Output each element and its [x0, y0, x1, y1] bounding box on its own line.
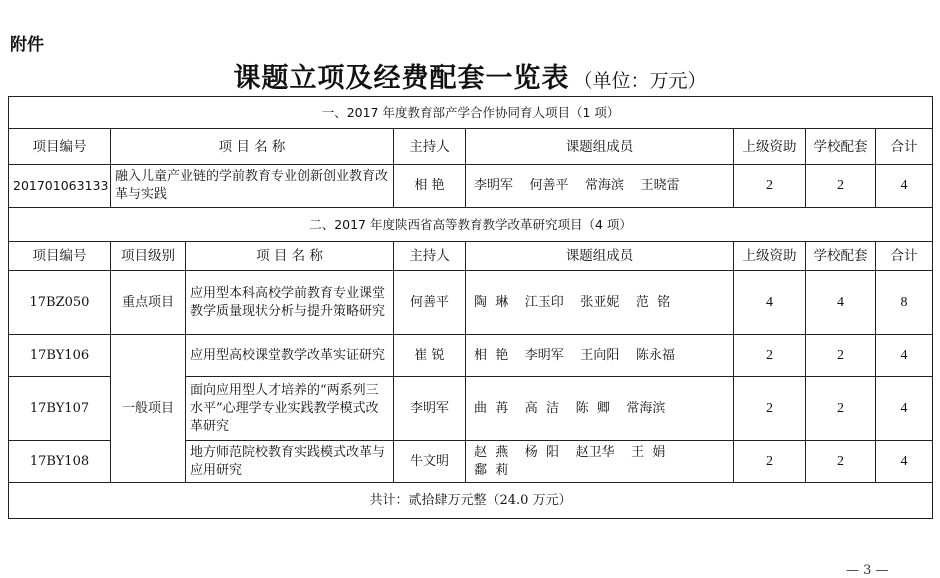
grant-amount: 2 — [734, 335, 806, 377]
grant-amount: 2 — [734, 165, 806, 208]
grant-amount: 4 — [734, 271, 806, 335]
school-amount: 2 — [806, 165, 876, 208]
total-amount: 8 — [876, 271, 933, 335]
project-code: 17BY106 — [9, 335, 111, 377]
header-leader: 主持人 — [394, 242, 466, 271]
school-amount: 4 — [806, 271, 876, 335]
project-leader: 牛文明 — [394, 441, 466, 483]
project-code: 17BZ050 — [9, 271, 111, 335]
header-school: 学校配套 — [806, 242, 876, 271]
project-code: 17BY107 — [9, 377, 111, 441]
project-name: 融入儿童产业链的学前教育专业创新创业教育改革与实践 — [111, 165, 394, 208]
school-amount: 2 — [806, 335, 876, 377]
header-grant: 上级资助 — [734, 129, 806, 165]
project-leader: 崔 锐 — [394, 335, 466, 377]
project-name: 应用型本科高校学前教育专业课堂教学质量现状分析与提升策略研究 — [186, 271, 394, 335]
grant-amount: 2 — [734, 441, 806, 483]
project-name: 应用型高校课堂教学改革实证研究 — [186, 335, 394, 377]
project-table — [8, 96, 933, 519]
project-name: 面向应用型人才培养的“两系列三水平”心理学专业实践教学模式改革研究 — [186, 377, 394, 441]
title-main: 课题立项及经费配套一览表 — [233, 63, 570, 94]
title-unit: （单位：万元） — [573, 70, 707, 92]
project-name: 地方师范院校教育实践模式改革与应用研究 — [186, 441, 394, 483]
total-amount: 4 — [876, 377, 933, 441]
table-row — [9, 165, 933, 208]
table-row — [9, 335, 933, 377]
page-title — [0, 56, 940, 95]
project-level: 一般项目 — [111, 335, 186, 483]
school-amount: 2 — [806, 377, 876, 441]
header-school: 学校配套 — [806, 129, 876, 165]
project-code: 17BY108 — [9, 441, 111, 483]
project-members: 赵 燕 杨 阳 赵卫华 王 娟 鄱 莉 — [466, 441, 734, 483]
project-code: 201701063133 — [9, 165, 111, 208]
header-level: 项目级别 — [111, 242, 186, 271]
total-amount: 4 — [876, 335, 933, 377]
header-name: 项 目 名 称 — [186, 242, 394, 271]
header-grant: 上级资助 — [734, 242, 806, 271]
project-level: 重点项目 — [111, 271, 186, 335]
project-leader: 何善平 — [394, 271, 466, 335]
header-members: 课题组成员 — [466, 242, 734, 271]
total-amount: 4 — [876, 165, 933, 208]
project-members: 陶 琳 江玉印 张亚妮 范 铭 — [466, 271, 734, 335]
header-code: 项目编号 — [9, 242, 111, 271]
header-members: 课题组成员 — [466, 129, 734, 165]
section2-heading: 二、2017 年度陕西省高等教育教学改革研究项目（4 项） — [9, 208, 933, 242]
header-code: 项目编号 — [9, 129, 111, 165]
grand-total: 共计：贰拾肆万元整（24.0 万元） — [9, 483, 933, 519]
header-leader: 主持人 — [394, 129, 466, 165]
attachment-label: 附件 — [10, 35, 44, 55]
header-name: 项 目 名 称 — [111, 129, 394, 165]
project-leader: 相 艳 — [394, 165, 466, 208]
project-members: 李明军 何善平 常海滨 王晓雷 — [466, 165, 734, 208]
project-leader: 李明军 — [394, 377, 466, 441]
table-row — [9, 271, 933, 335]
school-amount: 2 — [806, 441, 876, 483]
total-amount: 4 — [876, 441, 933, 483]
header-total: 合计 — [876, 129, 933, 165]
grant-amount: 2 — [734, 377, 806, 441]
header-total: 合计 — [876, 242, 933, 271]
project-members: 曲 苒 高 洁 陈 卿 常海滨 — [466, 377, 734, 441]
page-number: — 3 — — [846, 563, 889, 578]
project-members: 相 艳 李明军 王向阳 陈永福 — [466, 335, 734, 377]
section1-heading: 一、2017 年度教育部产学合作协同育人项目（1 项） — [9, 97, 933, 129]
